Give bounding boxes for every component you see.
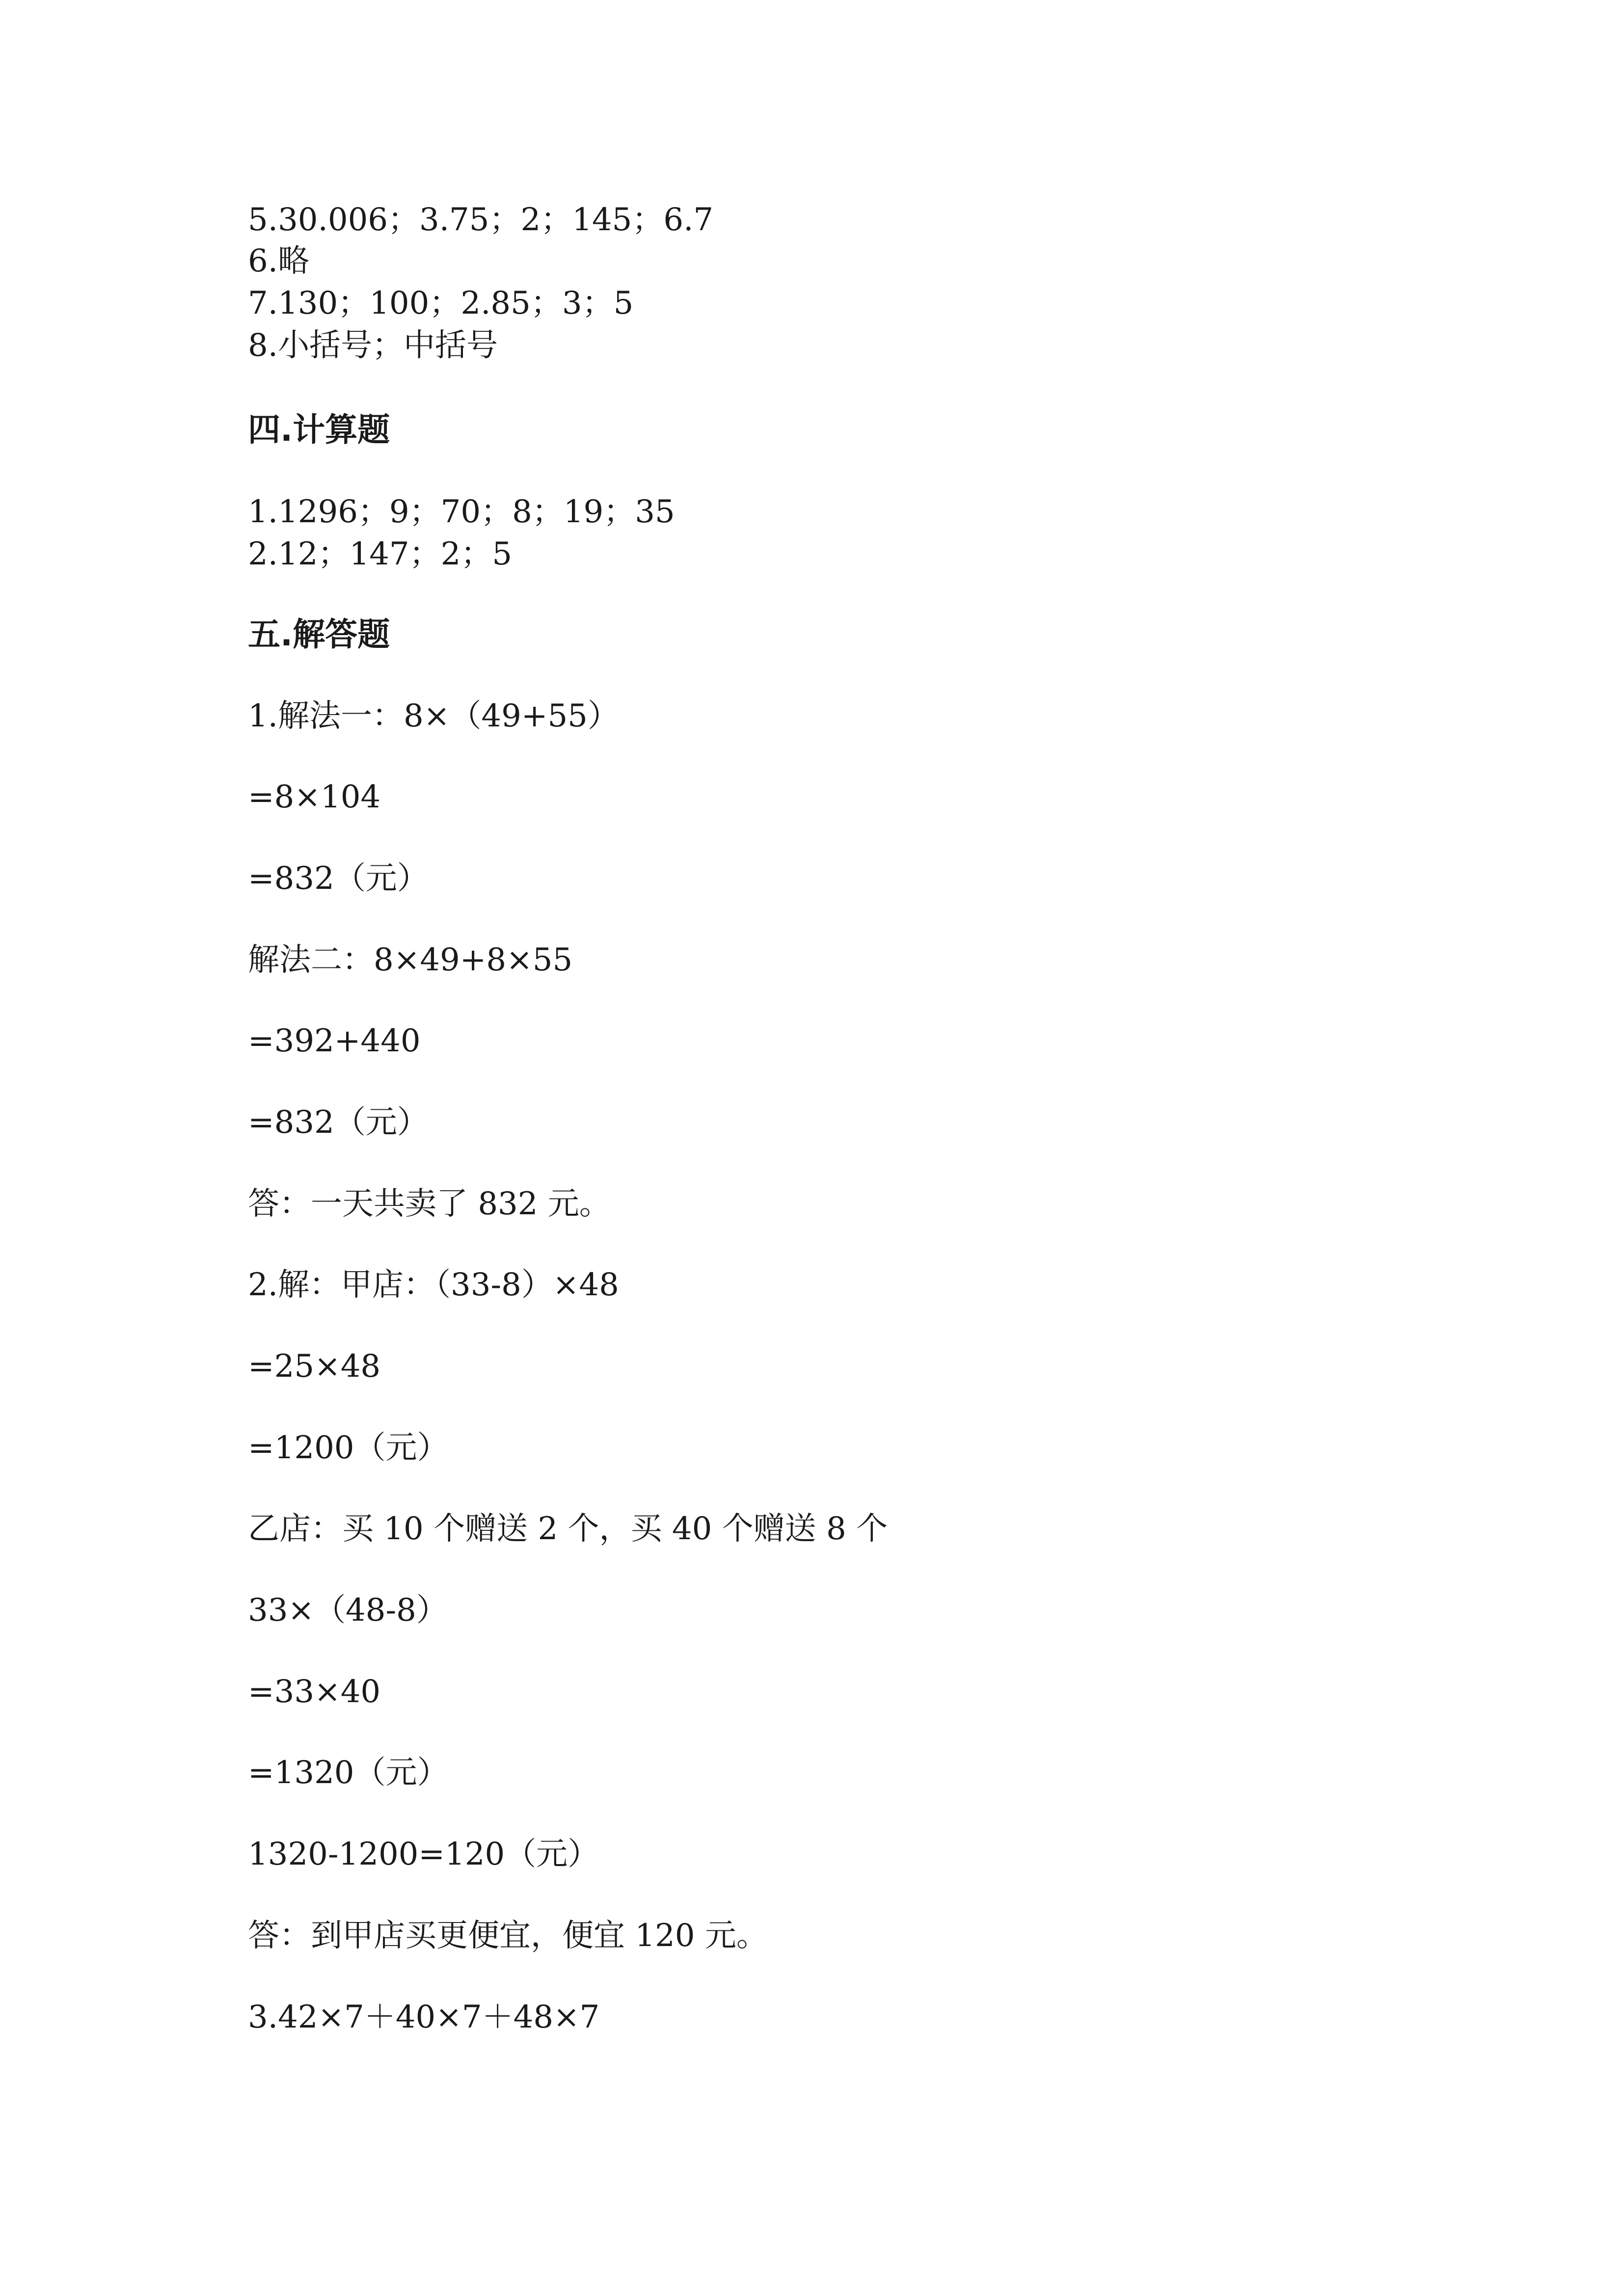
answer-line-s3-5: 5.30.006；3.75；2；145；6.7 bbox=[248, 202, 714, 238]
answer-line-s5-1: 1.解法一：8×（49+55） bbox=[248, 698, 619, 734]
answer-line-s4-2: 2.12；147；2；5 bbox=[248, 536, 513, 572]
answer-line-s5-10: =1200（元） bbox=[248, 1430, 449, 1466]
answer-line-s3-8: 8.小括号；中括号 bbox=[248, 327, 498, 364]
answer-line-s5-4: 解法二：8×49+8×55 bbox=[248, 942, 573, 978]
answer-line-s5-11: 乙店：买 10 个赠送 2 个，买 40 个赠送 8 个 bbox=[248, 1511, 888, 1547]
answer-line-s5-7: 答：一天共卖了 832 元。 bbox=[248, 1186, 611, 1222]
answer-line-s5-3: =832（元） bbox=[248, 860, 429, 897]
answer-line-s4-1: 1.1296；9；70；8；19；35 bbox=[248, 494, 675, 530]
answer-line-s5-8: 2.解：甲店：（33-8）×48 bbox=[248, 1267, 619, 1303]
section-heading-solution: 五.解答题 bbox=[248, 615, 390, 653]
answer-line-s5-2: =8×104 bbox=[248, 779, 381, 815]
section-heading-calculation: 四.计算题 bbox=[248, 411, 390, 449]
answer-line-s5-12: 33×（48-8） bbox=[248, 1592, 448, 1629]
answer-line-s5-5: =392+440 bbox=[248, 1023, 421, 1059]
answer-line-s3-6: 6.略 bbox=[248, 243, 310, 279]
answer-line-s5-9: =25×48 bbox=[248, 1348, 381, 1385]
answer-line-s5-14: =1320（元） bbox=[248, 1755, 449, 1791]
answer-line-s3-7: 7.130；100；2.85；3；5 bbox=[248, 285, 634, 321]
answer-line-s5-17: 3.42×7＋40×7＋48×7 bbox=[248, 1999, 600, 2035]
answer-line-s5-16: 答：到甲店买更便宜，便宜 120 元。 bbox=[248, 1918, 768, 1954]
answer-line-s5-13: =33×40 bbox=[248, 1674, 381, 1710]
answer-line-s5-15: 1320-1200=120（元） bbox=[248, 1836, 599, 1872]
answer-line-s5-6: =832（元） bbox=[248, 1104, 429, 1141]
